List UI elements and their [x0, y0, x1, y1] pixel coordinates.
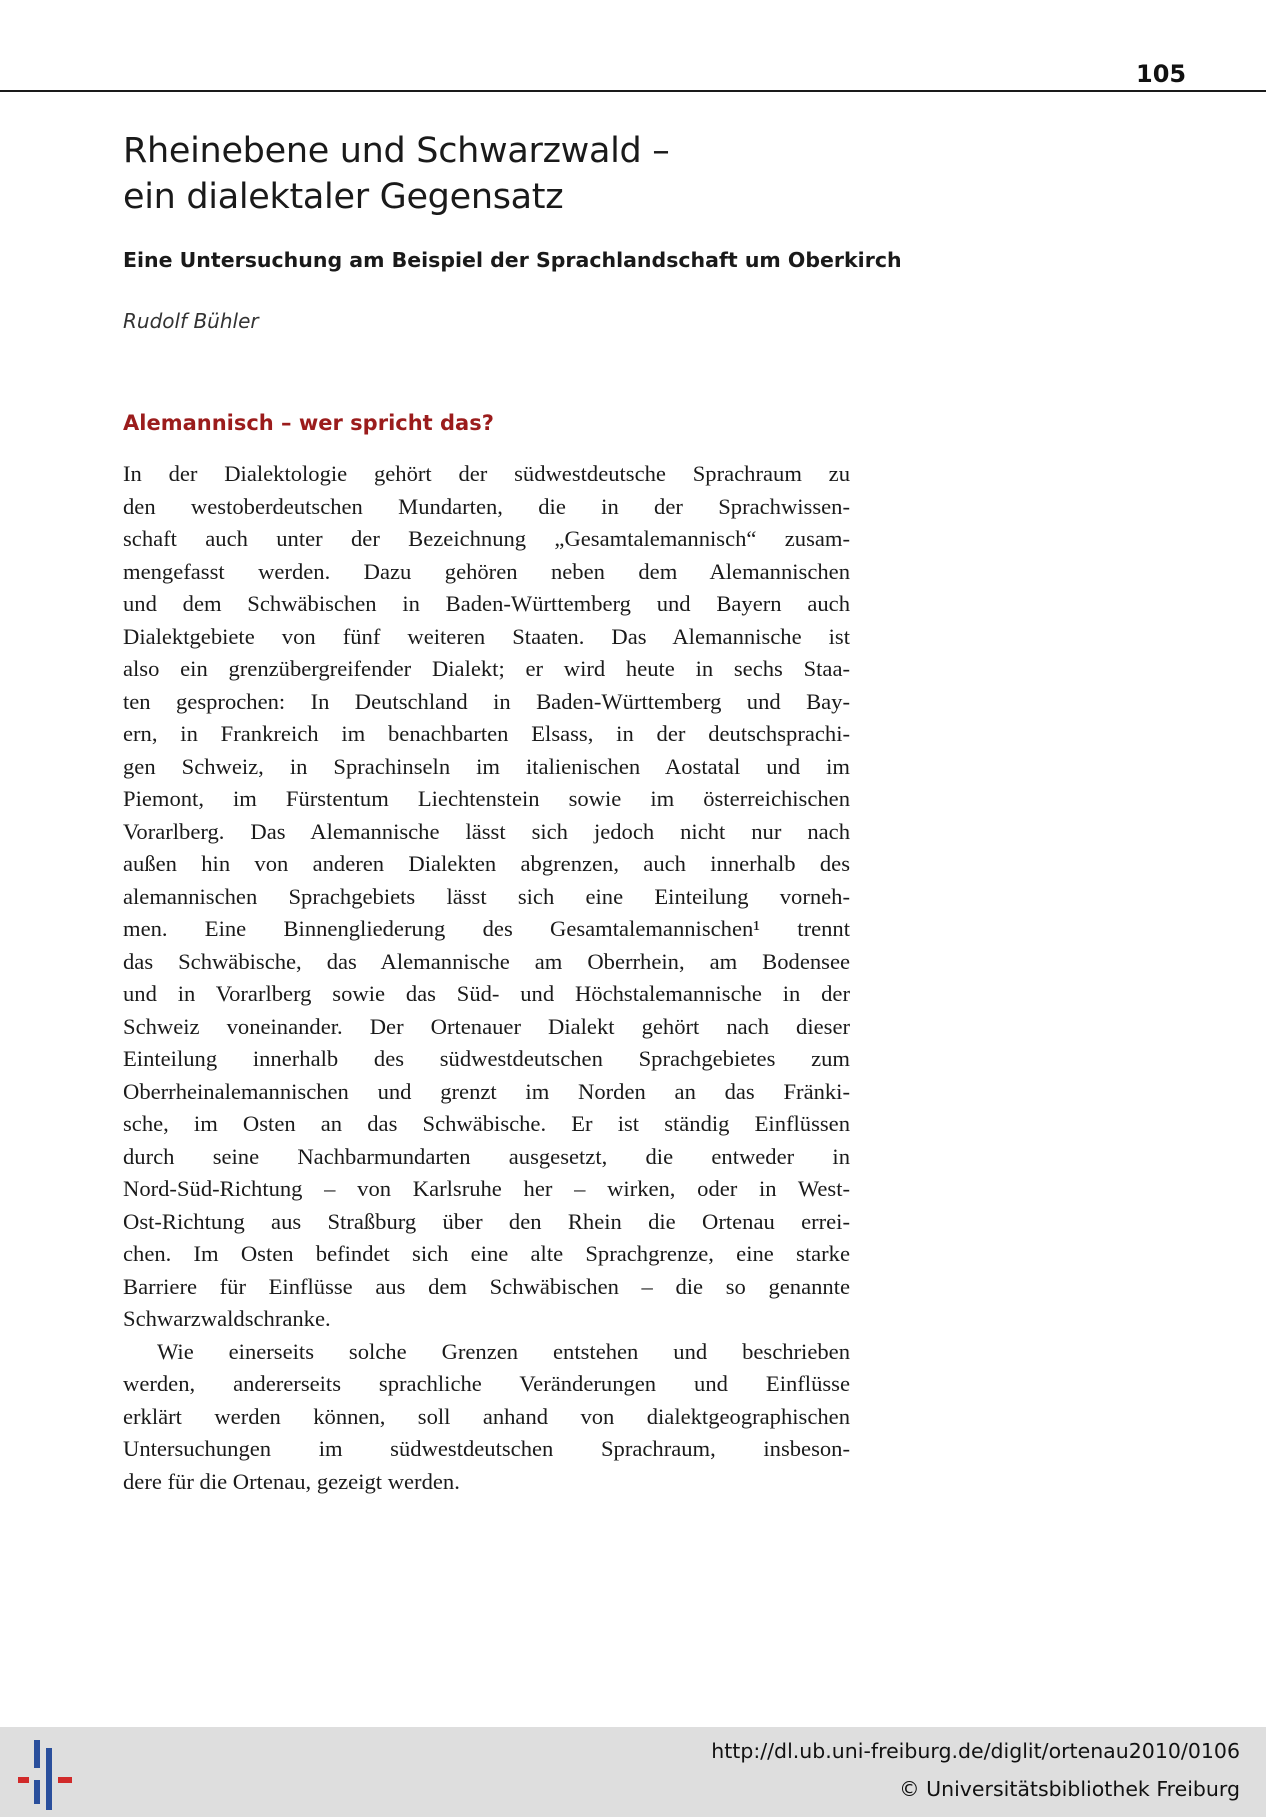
- text-line: Piemont, im Fürstentum Liechtenstein sowie im österreichischen: [123, 786, 850, 811]
- article-title: [123, 128, 1023, 220]
- text-line: mengefasst werden. Dazu gehören neben dem Alemannischen: [123, 558, 850, 584]
- author-name: Rudolf Bühler: [123, 309, 259, 333]
- text-line: durch seine Nachbarmundarten ausgesetzt, die entweder in: [123, 1143, 850, 1169]
- text-line: In der Dialektologie gehört der südwestdeutsche Sprachraum zu: [123, 461, 850, 486]
- text-line: Untersuchungen im südwestdeutschen Sprachraum, insbeson-: [123, 1436, 850, 1461]
- article-subtitle: Eine Untersuchung am Beispiel der Sprachlandschaft um Oberkirch: [123, 248, 902, 272]
- text-line: chen. Im Osten befindet sich eine alte Sprachgrenze, eine starke: [123, 1241, 850, 1266]
- section-heading: Alemannisch – wer spricht das?: [123, 411, 494, 435]
- text-line: sche, im Osten an das Schwäbische. Er ist ständig Einflüssen: [123, 1111, 850, 1136]
- text-line: Schwarzwaldschranke.: [123, 1306, 331, 1331]
- page-number: 105: [1136, 60, 1187, 88]
- footer-copyright: © Universitätsbibliothek Freiburg: [899, 1777, 1240, 1801]
- text-line: Oberrheinalemannischen und grenzt im Norden an das Fränki-: [123, 1078, 850, 1104]
- text-line: das Schwäbische, das Alemannische am Oberrhein, am Bodensee: [123, 948, 850, 974]
- text-line: Barriere für Einflüsse aus dem Schwäbischen – die so genannte: [123, 1273, 850, 1299]
- ub-freiburg-logo-icon: [12, 1740, 82, 1810]
- text-line: und in Vorarlberg sowie das Süd- und Höchstalemannische in der: [123, 981, 850, 1006]
- text-line: Dialektgebiete von fünf weiteren Staaten. Das Alemannische ist: [123, 623, 850, 649]
- text-line: alemannischen Sprachgebiets lässt sich eine Einteilung vorneh-: [123, 883, 850, 909]
- header-rule: [0, 90, 1266, 92]
- text-line: Ost-Richtung aus Straßburg über den Rhein die Ortenau errei-: [123, 1208, 850, 1234]
- text-line: den westoberdeutschen Mundarten, die in der Sprachwissen-: [123, 493, 850, 519]
- text-line: Schweiz voneinander. Der Ortenauer Dialekt gehört nach dieser: [123, 1013, 850, 1039]
- text-line: gen Schweiz, in Sprachinseln im italienischen Aostatal und im: [123, 753, 850, 779]
- text-line: Einteilung innerhalb des südwestdeutschen Sprachgebietes zum: [123, 1046, 850, 1071]
- text-line: dere für die Ortenau, gezeigt werden.: [123, 1468, 460, 1494]
- text-line: Wie einerseits solche Grenzen entstehen und beschrieben: [157, 1338, 850, 1364]
- text-line: schaft auch unter der Bezeichnung „Gesamtalemannisch“ zusam-: [123, 526, 850, 551]
- text-line: ern, in Frankreich im benachbarten Elsass, in der deutschsprachi-: [123, 721, 850, 746]
- article-title-line: Rheinebene und Schwarzwald –: [123, 131, 670, 171]
- text-line: erklärt werden können, soll anhand von dialektgeographischen: [123, 1403, 850, 1429]
- text-line: men. Eine Binnengliederung des Gesamtalemannischen¹ trennt: [123, 916, 850, 941]
- article-title-line: ein dialektaler Gegensatz: [123, 177, 564, 217]
- text-line: also ein grenzübergreifender Dialekt; er wird heute in sechs Staa-: [123, 656, 850, 681]
- text-line: werden, andererseits sprachliche Veränderungen und Einflüsse: [123, 1371, 850, 1396]
- text-line: Nord-Süd-Richtung – von Karlsruhe her – wirken, oder in West-: [123, 1176, 850, 1201]
- text-line: und dem Schwäbischen in Baden-Württemberg und Bayern auch: [123, 591, 850, 616]
- text-line: außen hin von anderen Dialekten abgrenzen, auch innerhalb des: [123, 851, 850, 876]
- text-line: ten gesprochen: In Deutschland in Baden-Württemberg und Bay-: [123, 688, 850, 714]
- footer-url-link[interactable]: http://dl.ub.uni-freiburg.de/diglit/ortenau2010/0106: [711, 1739, 1240, 1763]
- paragraph-2: [123, 1336, 850, 1499]
- body-text: [123, 458, 850, 1498]
- paragraph-1: [123, 458, 850, 1336]
- text-line: Vorarlberg. Das Alemannische lässt sich jedoch nicht nur nach: [123, 818, 850, 844]
